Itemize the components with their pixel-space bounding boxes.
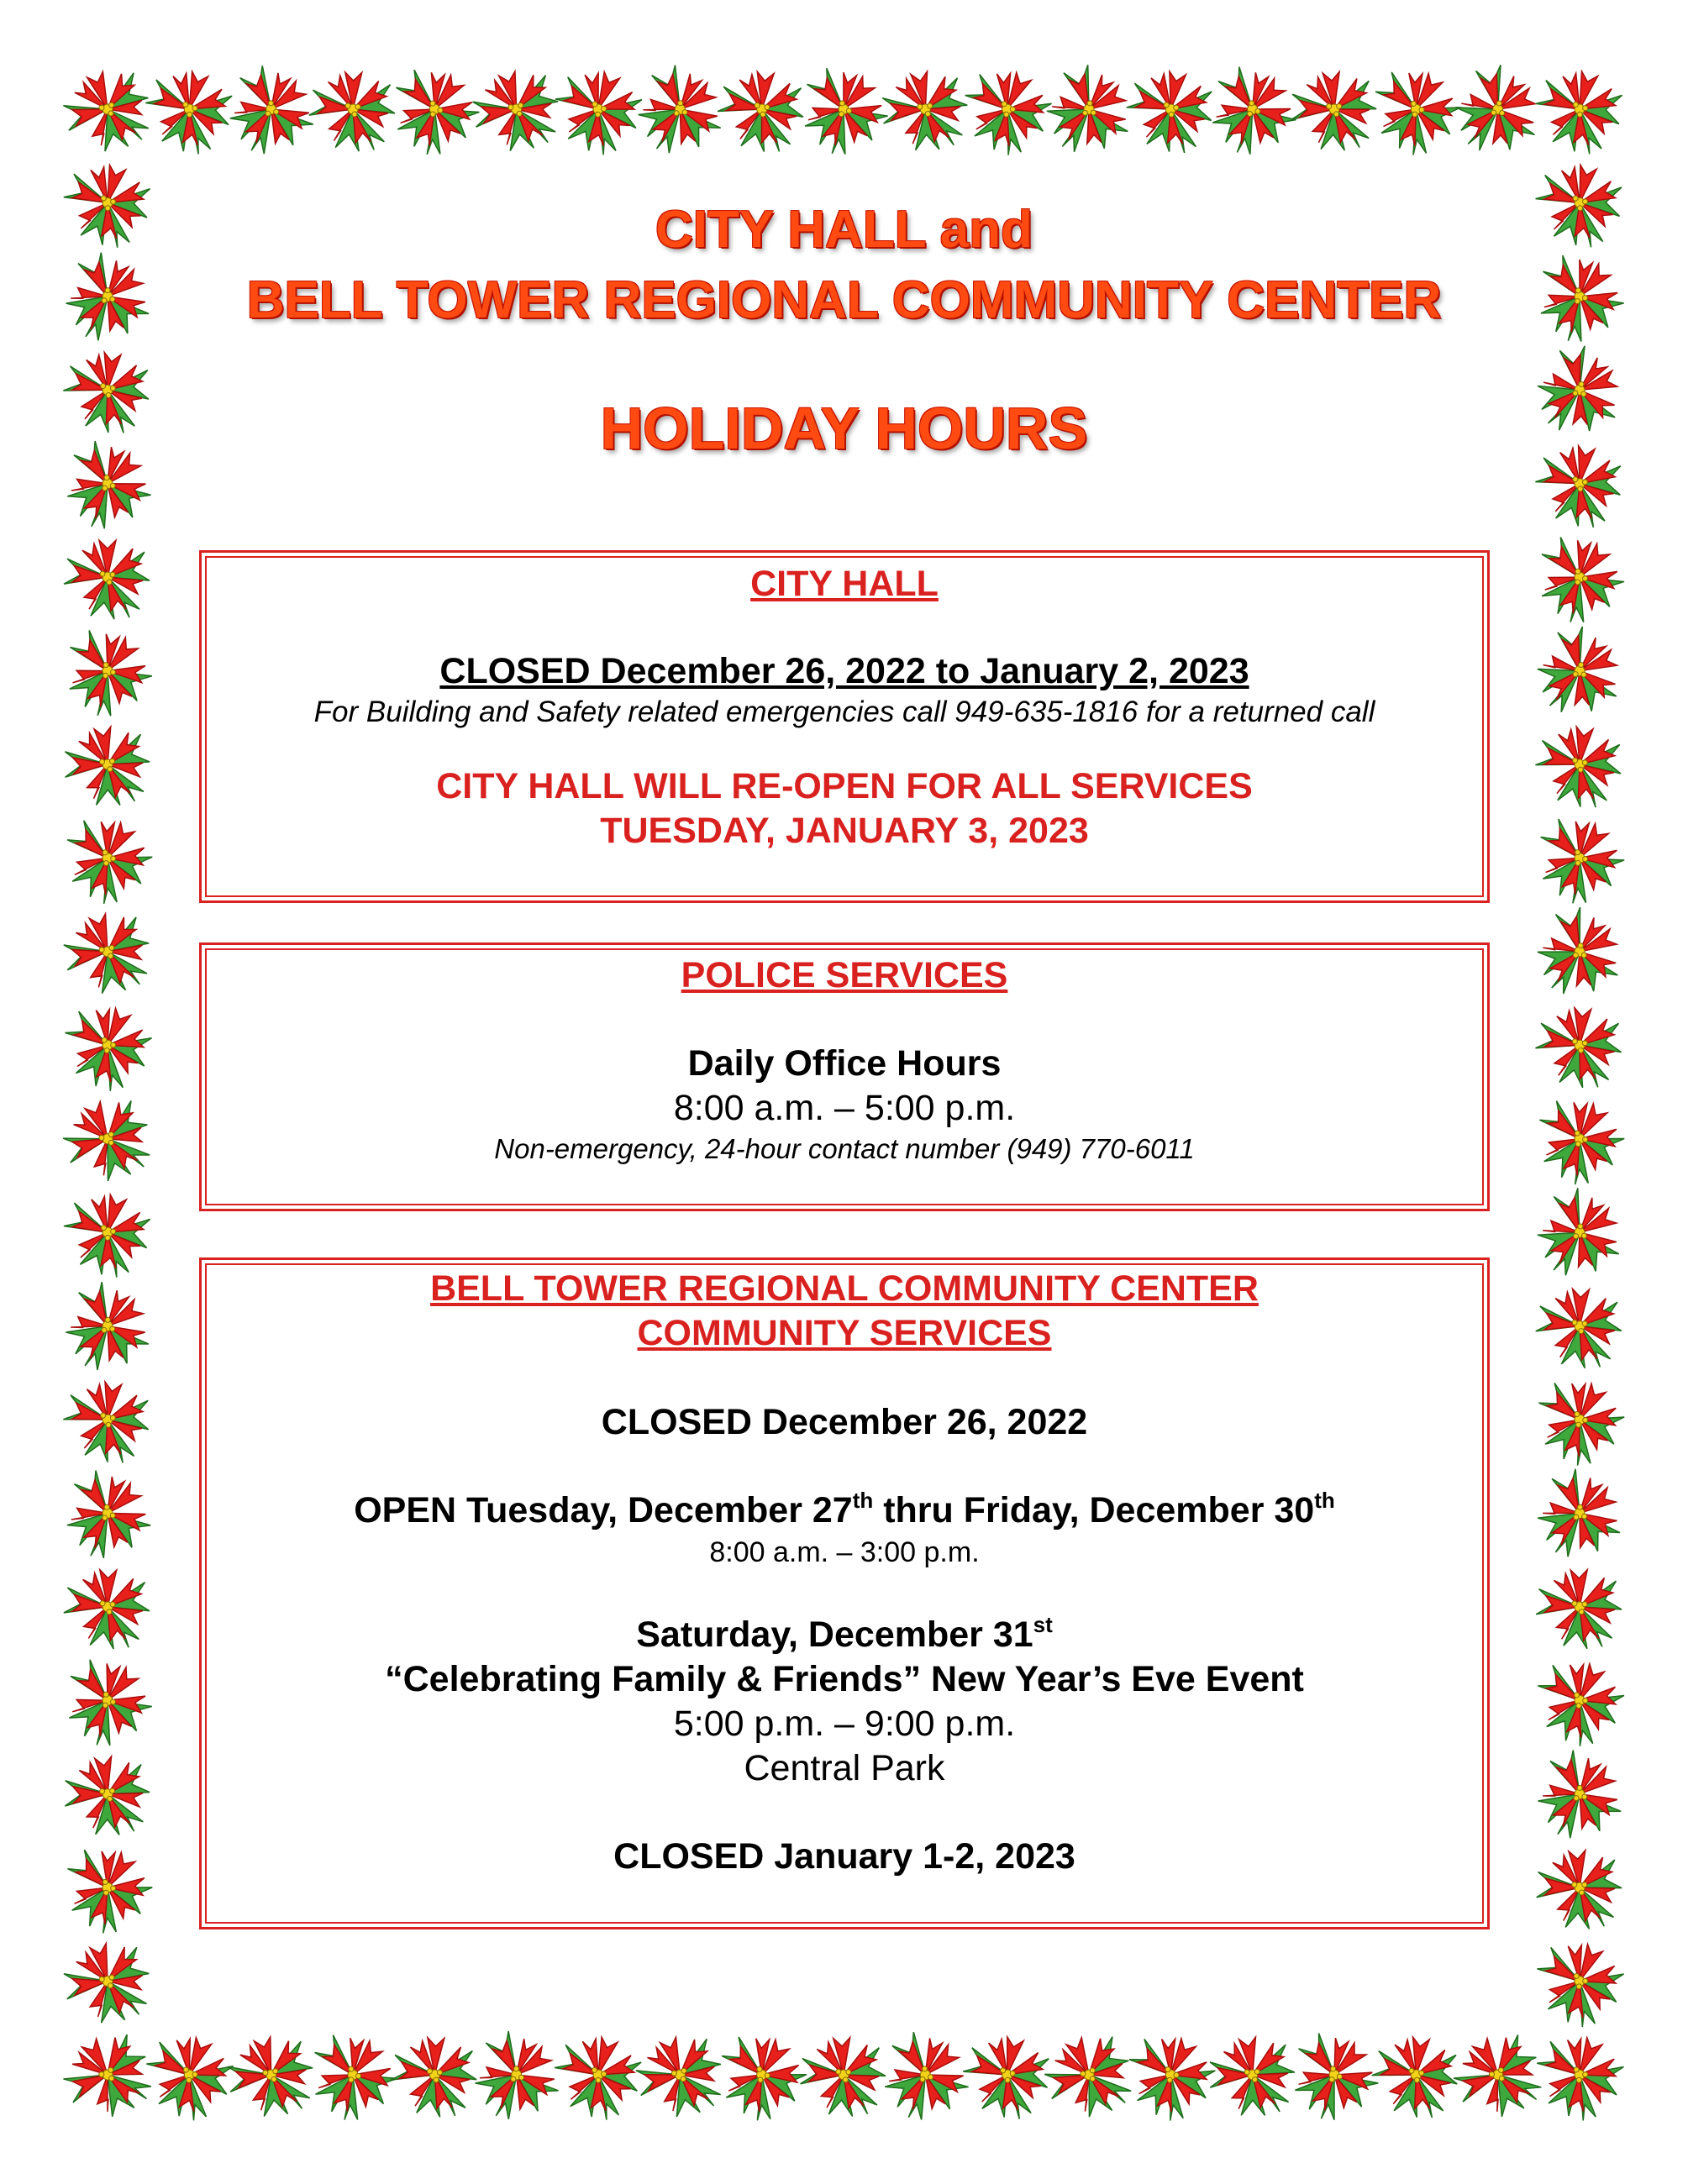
poinsettia-icon [1523, 896, 1630, 1006]
poinsettia-icon [1522, 1177, 1632, 1289]
bell-tower-event-hours: 5:00 p.m. – 9:00 p.m. [673, 1704, 1016, 1744]
poinsettia-icon [54, 60, 161, 164]
poinsettia-icon [48, 1833, 163, 1946]
title-line-2: BELL TOWER REGIONAL COMMUNITY CENTER [246, 271, 1442, 329]
poinsettia-icon [1534, 1288, 1622, 1370]
saturday-date: Saturday, December 31 [636, 1614, 1033, 1655]
poinsettia-icon [1519, 802, 1635, 916]
poinsettia-icon [1112, 2021, 1226, 2132]
police-hours: 8:00 a.m. – 5:00 p.m. [673, 1088, 1016, 1128]
poinsettia-icon [47, 1644, 164, 1760]
poinsettia-icon [212, 52, 326, 168]
title-line-1: CITY HALL and [655, 201, 1033, 259]
bell-tower-event-name: “Celebrating Family & Friends” New Year’s Eve Event [385, 1659, 1304, 1699]
poinsettia-icon [1531, 722, 1627, 811]
poinsettia-icon [783, 52, 900, 168]
open-dates-sup-1: th [852, 1487, 874, 1513]
poinsettia-icon [220, 2029, 323, 2126]
poinsettia-icon [59, 722, 155, 811]
open-dates-part-1: OPEN Tuesday, December 27 [354, 1490, 853, 1530]
poinsettia-icon [53, 1088, 163, 1194]
poinsettia-icon [60, 1752, 155, 1841]
poinsettia-icon [1287, 69, 1380, 155]
poinsettia-icon [1443, 55, 1547, 164]
poinsettia-icon [49, 1269, 161, 1383]
poinsettia-icon [1520, 1084, 1635, 1197]
poinsettia-icon [55, 1935, 159, 2033]
open-dates-part-2: thru Friday, December 30 [873, 1490, 1315, 1530]
poinsettia-icon [308, 71, 396, 152]
poinsettia-icon [714, 68, 807, 155]
poinsettia-icon [457, 2018, 571, 2133]
poinsettia-icon [949, 56, 1062, 165]
poinsettia-icon [622, 53, 734, 167]
poinsettia-icon [955, 2029, 1057, 2125]
poinsettia-icon [542, 59, 651, 164]
poinsettia-icon [1522, 1647, 1634, 1757]
poinsettia-icon [63, 1569, 150, 1650]
poinsettia-icon [1526, 61, 1630, 160]
poinsettia-icon [798, 2035, 888, 2118]
bell-tower-closed-dec-26: CLOSED December 26, 2022 [601, 1402, 1088, 1442]
title-holiday-hours: HOLIDAY HOURS [600, 396, 1088, 461]
poinsettia-icon [1120, 65, 1219, 159]
poinsettia-icon [627, 2026, 734, 2129]
bell-tower-section [199, 1257, 1490, 1929]
city-hall-emergency-note: For Building and Safety related emergencies call 949-635-1816 for a returned call [313, 696, 1375, 728]
city-hall-reopen-line-1: CITY HALL WILL RE-OPEN FOR ALL SERVICES [436, 766, 1253, 806]
poinsettia-icon [55, 905, 160, 1004]
bell-tower-saturday [202, 1613, 1487, 1657]
poinsettia-icon [1535, 1569, 1622, 1650]
police-contact-note: Non-emergency, 24-hour contact number (949) 770-6011 [494, 1133, 1195, 1164]
poinsettia-icon [1367, 2032, 1463, 2122]
poinsettia-icon [50, 993, 161, 1100]
poinsettia-icon [48, 803, 163, 916]
poinsettia-icon [1525, 617, 1629, 725]
saturday-sup: st [1033, 1611, 1053, 1637]
poinsettia-icon [47, 614, 164, 730]
poinsettia-icon [58, 1376, 155, 1467]
police-hours-title: Daily Office Hours [687, 1043, 1002, 1084]
poinsettia-icon [1442, 2022, 1555, 2133]
poinsettia-icon [54, 1184, 159, 1285]
poinsettia-icon [465, 63, 568, 161]
poinsettia-icon [51, 2022, 165, 2133]
poinsettia-icon [1522, 2024, 1633, 2130]
poinsettia-icon [64, 540, 150, 619]
bell-tower-closed-jan: CLOSED January 1-2, 2023 [613, 1836, 1075, 1877]
poinsettia-icon [1522, 1929, 1633, 2037]
poinsettia-icon [1034, 2024, 1144, 2130]
city-hall-closed-dates: CLOSED December 26, 2022 to January 2, 2023 [439, 651, 1249, 691]
poinsettia-icon [292, 2019, 408, 2134]
poinsettia-icon [47, 1456, 163, 1572]
poinsettia-icon [135, 61, 240, 162]
police-services-section [199, 942, 1490, 1211]
city-hall-heading: CITY HALL [750, 564, 939, 604]
poinsettia-icon [544, 2026, 649, 2128]
bell-tower-open-hours: 8:00 a.m. – 3:00 p.m. [709, 1536, 980, 1568]
poinsettia-icon [1519, 521, 1636, 637]
bell-tower-heading-line-1: BELL TOWER REGIONAL COMMUNITY CENTER [430, 1268, 1259, 1309]
poinsettia-icon [1533, 1005, 1625, 1091]
open-dates-sup-2: th [1314, 1487, 1335, 1513]
poinsettia-icon [390, 2036, 478, 2118]
poinsettia-icon [1032, 54, 1140, 165]
poinsettia-icon [1192, 52, 1308, 169]
poinsettia-icon [1357, 55, 1471, 167]
poinsettia-icon [1521, 1737, 1633, 1852]
bell-tower-open-dates [202, 1488, 1487, 1533]
poinsettia-icon [133, 2024, 243, 2129]
poinsettia-icon [702, 2019, 818, 2133]
poinsettia-icon [1533, 1848, 1624, 1933]
poinsettia-icon [876, 66, 974, 158]
bell-tower-heading-line-2: COMMUNITY SERVICES [637, 1313, 1052, 1353]
poinsettia-icon [1522, 1457, 1633, 1570]
bell-tower-event-location: Central Park [744, 1748, 945, 1788]
city-hall-section [199, 550, 1490, 903]
city-hall-reopen-line-2: TUESDAY, JANUARY 3, 2023 [600, 811, 1089, 851]
police-heading: POLICE SERVICES [681, 955, 1008, 995]
poinsettia-icon [1521, 1366, 1635, 1478]
poinsettia-icon [1204, 2032, 1300, 2122]
